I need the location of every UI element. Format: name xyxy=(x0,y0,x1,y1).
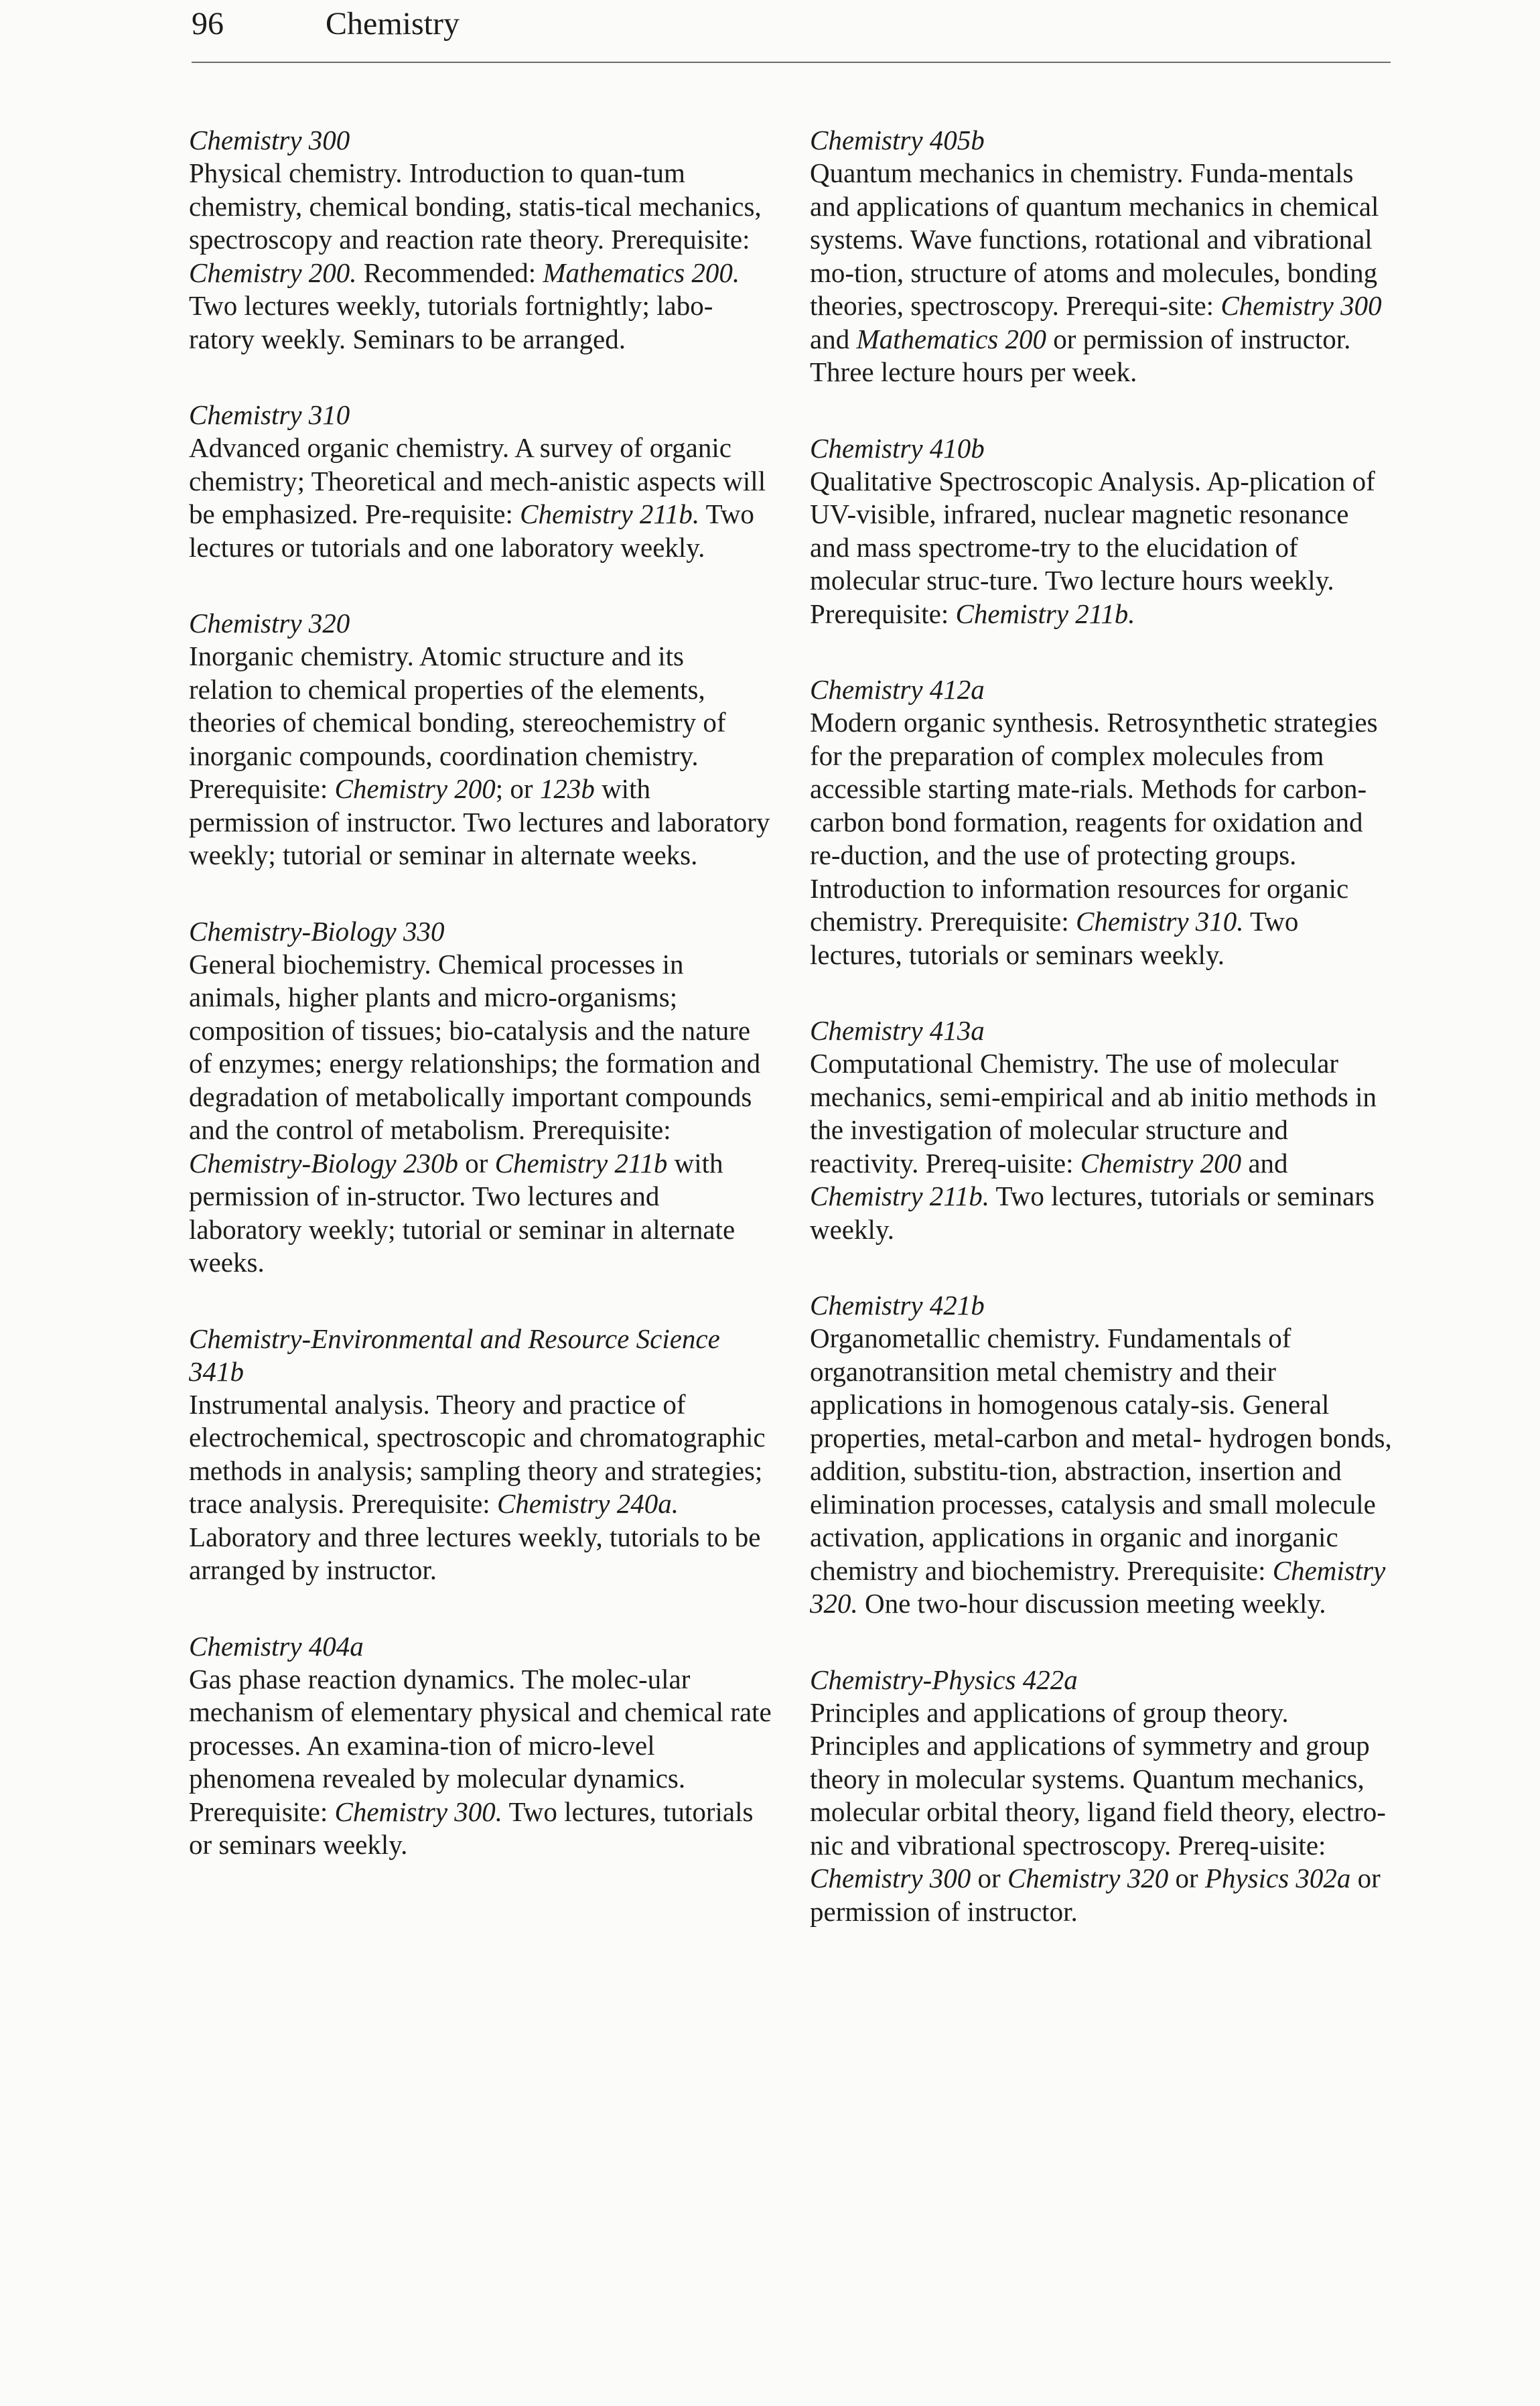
course-reference: Chemistry 310. xyxy=(1076,906,1244,937)
course-reference: Chemistry 200 xyxy=(1080,1147,1242,1179)
description-text: Physical chemistry. Introduction to quan-tum chemistry, chemical bonding, statis-tical mechanics, spectroscopy and reaction rate theory. Prerequisite: xyxy=(189,157,762,255)
description-text: Two lectures, tutorials or seminars weekly. xyxy=(189,1796,754,1860)
course-description xyxy=(189,157,772,356)
running-title: Chemistry xyxy=(326,6,460,42)
course-entry xyxy=(189,915,772,1280)
course-entry xyxy=(810,1289,1393,1621)
description-text: Advanced organic chemistry. A survey of organic chemistry; Theoretical and mech-anistic aspects will be emphasized. Pre-requisite: xyxy=(189,432,766,529)
course-description xyxy=(810,1322,1393,1621)
header-divider xyxy=(192,62,1391,63)
course-title: Chemistry 412a xyxy=(810,674,985,705)
course-reference: Mathematics 200. xyxy=(543,257,740,288)
course-entry xyxy=(189,124,772,356)
description-text: Modern organic synthesis. Retrosynthetic strategies for the preparation of complex molecules from accessible starting mate-rials. Methods for carbon-carbon bond formation, reagents for oxidation and re-duction, and the use of protecting groups. Introduction to information resources for organic chemistry. Prerequisite: xyxy=(810,707,1378,937)
course-title: Chemistry 421b xyxy=(810,1290,985,1321)
course-entry xyxy=(810,673,1393,972)
course-title: Chemistry-Physics 422a xyxy=(810,1664,1078,1695)
course-reference: Chemistry 211b. xyxy=(955,598,1135,629)
course-description xyxy=(810,465,1393,631)
course-reference: Chemistry 200. xyxy=(189,257,357,288)
course-reference: Chemistry 320. xyxy=(810,1554,1386,1619)
description-text: with permission of instructor. Two lectures and laboratory weekly; tutorial or seminar in alternate weeks. xyxy=(189,773,770,870)
course-description xyxy=(810,157,1393,389)
description-text: Qualitative Spectroscopic Analysis. Ap-plication of UV-visible, infrared, nuclear magnetic resonance and mass spectrome-try to the elucidation of molecular struc-ture. Two lecture hours weekly. Prerequisite: xyxy=(810,465,1375,629)
description-text: Two lectures weekly, tutorials fortnightly; labo-ratory weekly. Seminars to be arranged. xyxy=(189,290,713,354)
course-entry xyxy=(189,1323,772,1587)
description-text: Laboratory and three lectures weekly, tutorials to be arranged by instructor. xyxy=(189,1521,761,1585)
course-reference: Chemistry 320 xyxy=(1007,1863,1169,1893)
description-text: Instrumental analysis. Theory and practice of electrochemical, spectroscopic and chromatographic methods in analysis; sampling theory and strategies; trace analysis. Prerequisite: xyxy=(189,1388,766,1519)
description-text: Organometallic chemistry. Fundamentals of organotransition metal chemistry and their applications in homogenous cataly-sis. General properties, metal-carbon and metal- hydrogen bonds, addition, substitu-tion, abstraction, insertion and elimination processes, catalysis and small molecule activation, applications in organic and inorganic chemistry and biochemistry. Prerequisite: xyxy=(810,1323,1392,1586)
course-entry xyxy=(189,1630,772,1862)
description-text: Computational Chemistry. The use of molecular mechanics, semi-empirical and ab initio methods in the investigation of molecular structure and reactivity. Prereq-uisite: xyxy=(810,1048,1377,1179)
course-reference: Mathematics 200 xyxy=(856,323,1046,354)
course-reference: Chemistry 300 xyxy=(1220,290,1382,321)
course-title: Chemistry 405b xyxy=(810,125,985,155)
description-text: General biochemistry. Chemical processes in animals, higher plants and micro-organisms; composition of tissues; bio-catalysis and the nature of enzymes; energy relationships; the formation and degradation of metabolically important compounds and the control of metabolism. Prerequisite: xyxy=(189,948,761,1145)
course-description xyxy=(189,1388,772,1587)
course-reference: Chemistry 200 xyxy=(334,773,496,804)
course-title: Chemistry 300 xyxy=(189,125,350,155)
course-entry xyxy=(810,1014,1393,1246)
description-text: and xyxy=(810,323,857,354)
description-text: Two lectures, tutorials or seminars weekly. xyxy=(810,906,1299,970)
course-title: Chemistry 410b xyxy=(810,432,985,464)
course-reference: Chemistry 300. xyxy=(334,1796,503,1827)
description-text: Two lectures, tutorials or seminars weekly. xyxy=(810,1181,1375,1245)
description-text: Recommended: xyxy=(356,257,543,288)
course-description xyxy=(810,706,1393,972)
course-title: Chemistry-Biology 330 xyxy=(189,915,445,947)
course-title: Chemistry 413a xyxy=(810,1015,985,1046)
course-reference: Physics 302a xyxy=(1204,1863,1351,1893)
description-text: Two lectures or tutorials and one laboratory weekly. xyxy=(189,498,754,563)
description-text: Quantum mechanics in chemistry. Funda-mentals and applications of quantum mechanics in chemical systems. Wave functions, rotational and vibrational mo-tion, structure of atoms and molecules, bonding theories, spectroscopy. Prerequi-site: xyxy=(810,157,1379,321)
course-title: Chemistry 404a xyxy=(189,1630,364,1662)
course-reference: Chemistry 211b. xyxy=(520,498,700,529)
course-reference: Chemistry 211b xyxy=(494,1147,668,1179)
course-entry xyxy=(810,1664,1393,1929)
description-text: One two-hour discussion meeting weekly. xyxy=(857,1588,1326,1619)
description-text: and xyxy=(1241,1147,1288,1179)
course-title: Chemistry 310 xyxy=(189,399,350,430)
course-entry xyxy=(189,399,772,564)
left-column xyxy=(189,124,772,1905)
course-description xyxy=(189,948,772,1280)
description-text: or permission of instructor. xyxy=(810,1863,1381,1927)
course-entry xyxy=(810,432,1393,631)
course-reference: Chemistry 300 xyxy=(810,1863,971,1893)
course-entry xyxy=(189,607,772,872)
course-reference: 123b xyxy=(539,773,595,804)
course-description xyxy=(810,1696,1393,1929)
course-description xyxy=(189,1663,772,1862)
course-title: Chemistry-Environmental and Resource Science 341b xyxy=(189,1323,720,1387)
description-text: or xyxy=(1168,1863,1205,1893)
course-description xyxy=(189,431,772,564)
right-column xyxy=(810,124,1393,1971)
course-description xyxy=(189,640,772,872)
course-reference: Chemistry 240a. xyxy=(496,1488,679,1519)
course-reference: Chemistry 211b. xyxy=(810,1181,990,1211)
description-text: or permission of instructor. Three lecture hours per week. xyxy=(810,323,1351,387)
course-title: Chemistry 320 xyxy=(189,608,350,639)
page-number: 96 xyxy=(192,6,224,42)
description-text: with permission of in-structor. Two lectures and laboratory weekly; tutorial or seminar in alternate weeks. xyxy=(189,1147,736,1278)
description-text: Inorganic chemistry. Atomic structure and its relation to chemical properties of the elements, theories of chemical bonding, stereochemistry of inorganic compounds, coordination chemistry. Prerequisite: xyxy=(189,641,726,804)
course-reference: Chemistry-Biology 230b xyxy=(189,1147,458,1179)
description-text: Gas phase reaction dynamics. The molec-ular mechanism of elementary physical and chemical rate processes. An examina-tion of micro-level phenomena revealed by molecular dynamics. Prerequisite: xyxy=(189,1663,772,1827)
running-header xyxy=(192,0,460,40)
description-text: ; or xyxy=(495,773,540,804)
description-text: Principles and applications of group theory. Principles and applications of symmetry and group theory in molecular systems. Quantum mechanics, molecular orbital theory, ligand field theory, electro-nic and vibrational spectroscopy. Prereq-uisite: xyxy=(810,1696,1386,1861)
description-text: or xyxy=(971,1863,1007,1893)
description-text: or xyxy=(458,1147,495,1179)
course-description xyxy=(810,1047,1393,1246)
course-entry xyxy=(810,124,1393,389)
